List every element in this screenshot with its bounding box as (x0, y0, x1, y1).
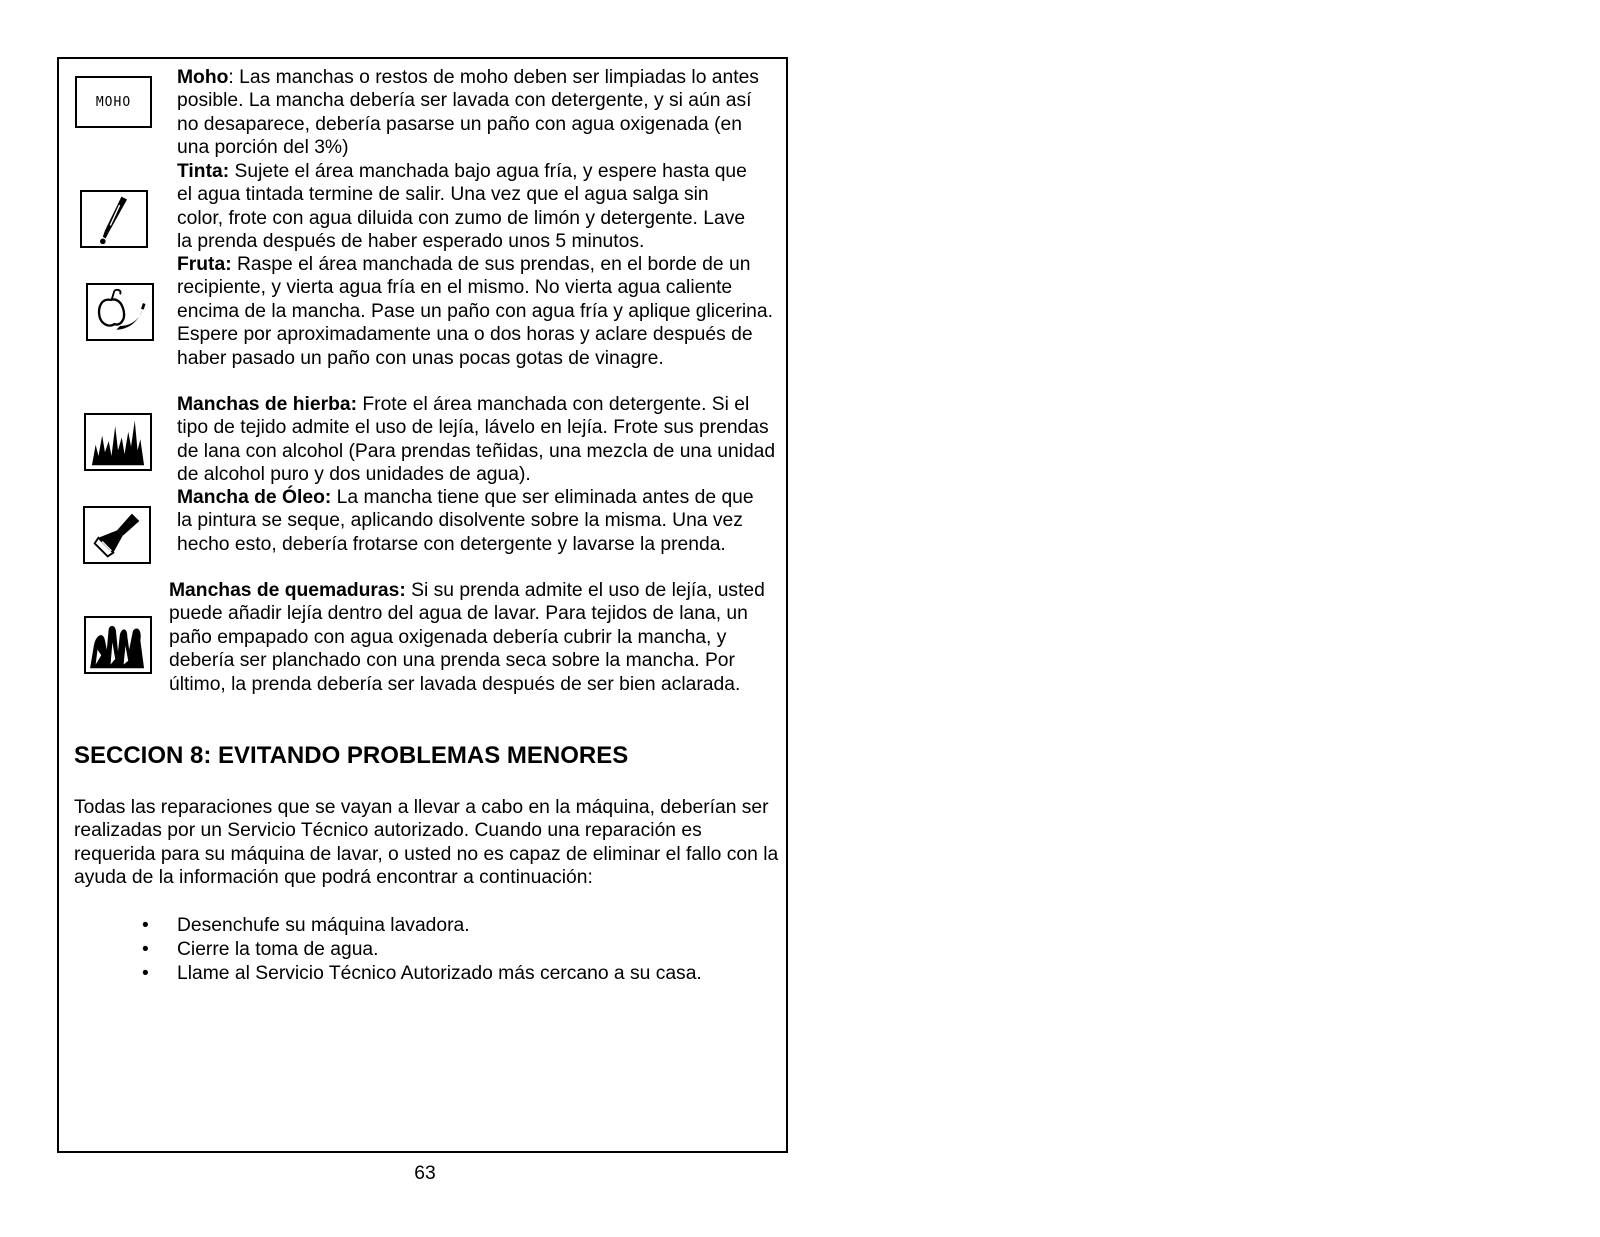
stain-text: Frote el área manchada con detergente. Si el tipo de tejido admite el uso de lejía, lávelo en lejía. Frote sus prendas de lana con alcohol (Para prendas teñidas, una mezcla de una unidad de alcohol puro y dos unidades de agua). (177, 394, 776, 486)
paintbrush-icon (83, 506, 151, 564)
stain-title: Fruta: (177, 254, 232, 275)
list-item-text: Llame al Servicio Técnico Autorizado más cercano a su casa. (177, 963, 702, 984)
section-intro: Todas las reparaciones que se vayan a llevar a cabo en la máquina, deberían ser realizadas por un Servicio Técnico autorizado. Cuando una reparación es requerida para su máquina de lavar, o usted no es capaz de eliminar el fallo con la ayuda de la información que podrá encontrar a continuación: (74, 797, 779, 889)
grass-icon (84, 413, 152, 471)
stain-title-separator: : (228, 67, 234, 88)
stain-text: Sujete el área manchada bajo agua fría, y espere hasta que el agua tintada termine de salir. Una vez que el agua salga sin color, frote con agua diluida con zumo de limón y detergente. Lave la prenda después de haber esperado unos 5 minutos. (177, 161, 747, 253)
pen-nib-icon (80, 190, 148, 248)
list-item-text: Cierre la toma de agua. (177, 939, 379, 960)
stain-title: Moho (177, 67, 229, 88)
stain-text: La mancha tiene que ser eliminada antes de que la pintura se seque, aplicando disolvente sobre la misma. Una vez hecho esto, debería frotarse con detergente y lavarse la prenda. (177, 487, 754, 555)
list-item-text: Desenchufe su máquina lavadora. (177, 915, 470, 936)
stain-entry-fruta (177, 253, 777, 370)
stain-entry-oleo (177, 486, 767, 556)
bullet: • (142, 915, 149, 936)
steps-list (74, 914, 702, 986)
stain-text: Raspe el área manchada de sus prendas, en el borde de un recipiente, y vierta agua fría en el mismo. No vierta agua caliente encima de la mancha. Pase un paño con agua fría y aplique glicerina. Espere por aproximadamente una o dos horas y aclare después de haber pasado un paño con unas pocas gotas de vinagre. (177, 254, 773, 369)
moho-label-icon (75, 76, 152, 128)
stain-text: Las manchas o restos de moho deben ser limpiadas lo antes posible. La mancha debería ser lavada con detergente, y si aún así no desaparece, debería pasarse un paño con agua oxigenada (en una porción del 3%) (177, 67, 759, 159)
list-item (74, 914, 702, 938)
stain-title: Manchas de hierba: (177, 394, 358, 415)
stain-entry-quemaduras (169, 579, 769, 696)
list-item (74, 938, 702, 962)
page-number: 63 (414, 1163, 436, 1184)
flame-icon (84, 616, 152, 674)
bullet: • (142, 939, 149, 960)
list-item (74, 962, 702, 986)
bullet: • (142, 963, 149, 984)
stain-title: Manchas de quemaduras: (169, 580, 406, 601)
stain-entry-hierba (177, 393, 777, 487)
stain-entry-moho (177, 66, 777, 160)
stain-title: Tinta: (177, 161, 230, 182)
stain-entry-tinta (177, 160, 757, 254)
section-title: SECCION 8: EVITANDO PROBLEMAS MENORES (74, 742, 629, 769)
fruit-icon (86, 283, 154, 341)
stain-title: Mancha de Óleo: (177, 487, 332, 508)
stain-text: Si su prenda admite el uso de lejía, usted puede añadir lejía dentro del agua de lavar. Para tejidos de lana, un paño empapado con agua oxigenada debería cubrir la mancha, y debería ser planchado con una prenda seca sobre la mancha. Por último, la prenda debería ser lavada después de ser bien aclarada. (169, 580, 765, 695)
moho-icon-label: MOHO (95, 95, 132, 110)
